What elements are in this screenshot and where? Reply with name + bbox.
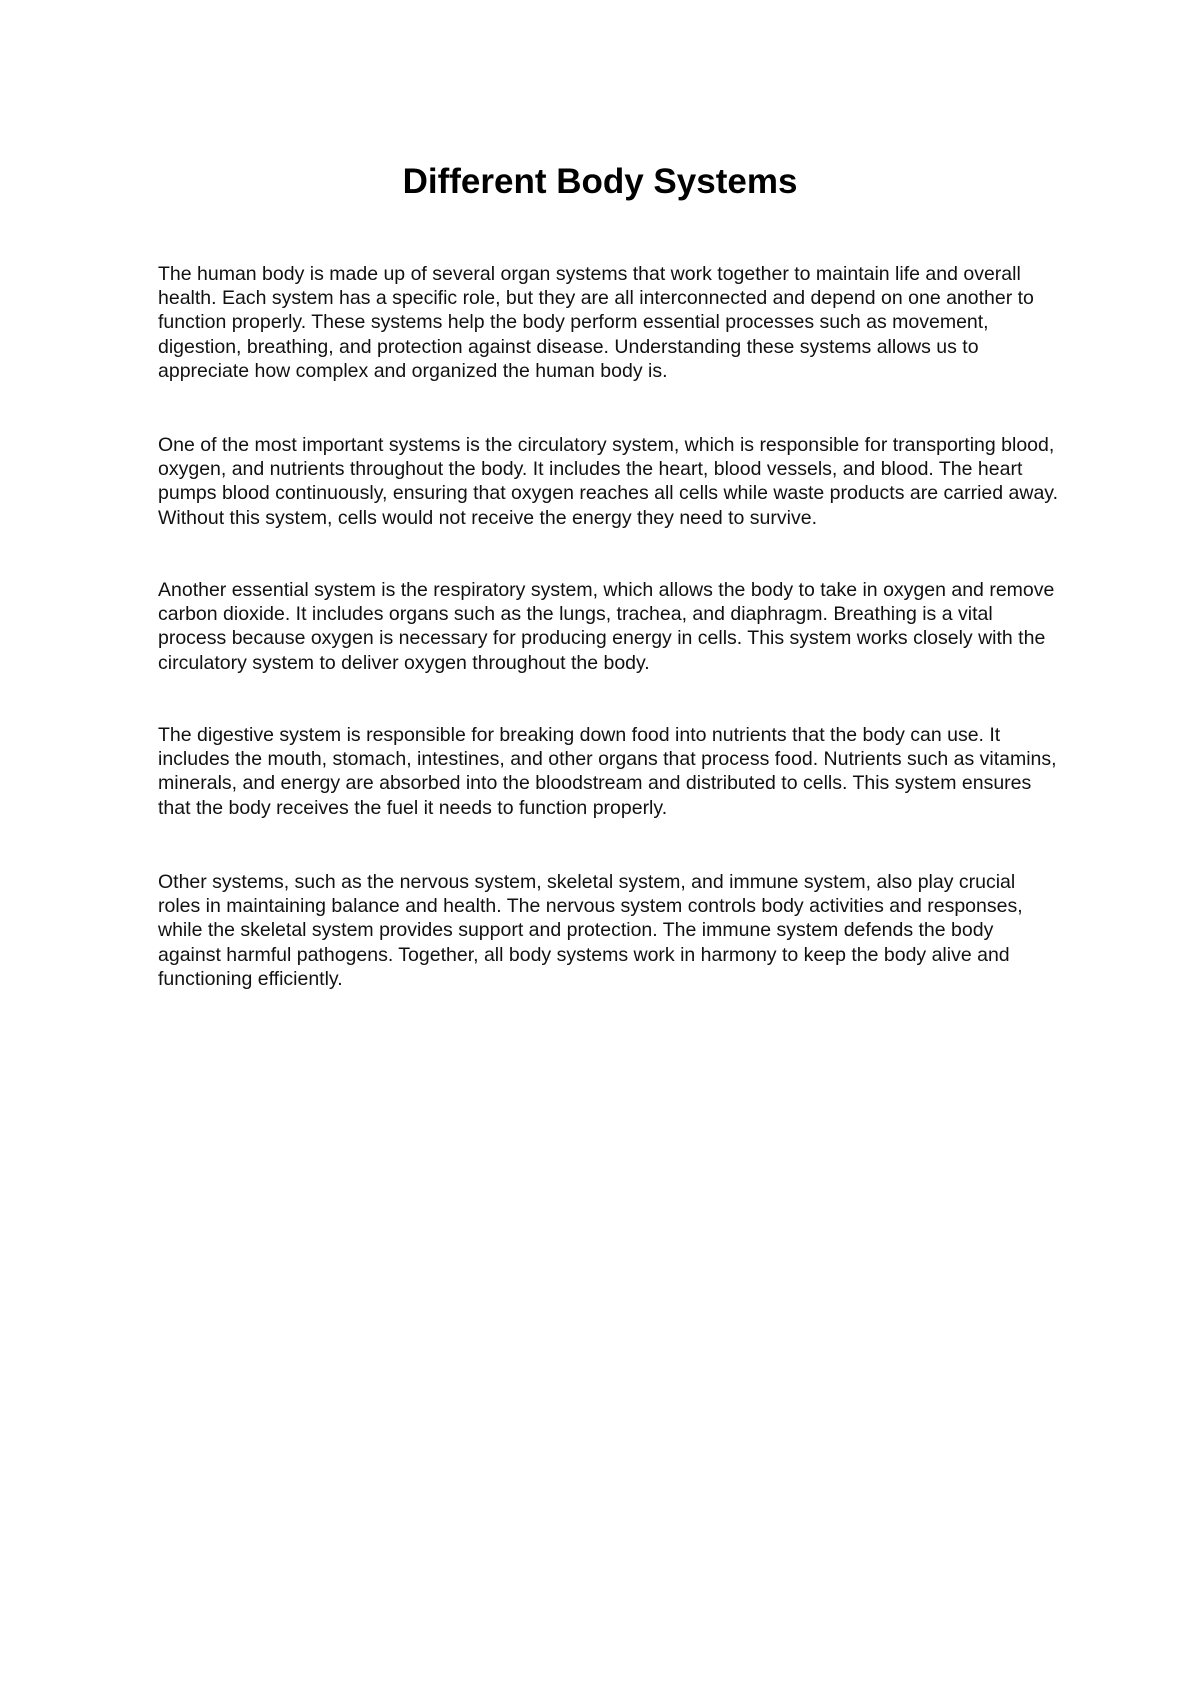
paragraph-digestive-system: The digestive system is responsible for breaking down food into nutrients that the body can use. It includes the mouth, stomach, intestines, and other organs that process food. Nutrients such as vitamins, minerals, and energy are absorbed into the bloodstream and distributed to cells. This system ensures that the body receives the fuel it needs to function properly. (158, 724, 1057, 819)
document-title: Different Body Systems (402, 162, 798, 201)
paragraph-respiratory-system: Another essential system is the respiratory system, which allows the body to take in oxygen and remove carbon dioxide. It includes organs such as the lungs, trachea, and diaphragm. Breathing is a vital process because oxygen is necessary for producing energy in cells. This system works closely with the circulatory system to deliver oxygen throughout the body. (158, 579, 1055, 674)
paragraph-circulatory-system: One of the most important systems is the circulatory system, which is responsible for transporting blood, oxygen, and nutrients throughout the body. It includes the heart, blood vessels, and blood. The heart pumps blood continuously, ensuring that oxygen reaches all cells while waste products are carried away. Without this system, cells would not receive the energy they need to survive. (158, 434, 1059, 529)
paragraph-other-systems: Other systems, such as the nervous system, skeletal system, and immune system, also play crucial roles in maintaining balance and health. The nervous system controls body activities and responses, while the skeletal system provides support and protection. The immune system defends the body against harmful pathogens. Together, all body systems work in harmony to keep the body alive and functioning efficiently. (158, 871, 1023, 990)
paragraph-introduction: The human body is made up of several organ systems that work together to maintain life and overall health. Each system has a specific role, but they are all interconnected and depend on one another to function properly. These systems help the body perform essential processes such as movement, digestion, breathing, and protection against disease. Understanding these systems allows us to appreciate how complex and organized the human body is. (158, 263, 1034, 382)
